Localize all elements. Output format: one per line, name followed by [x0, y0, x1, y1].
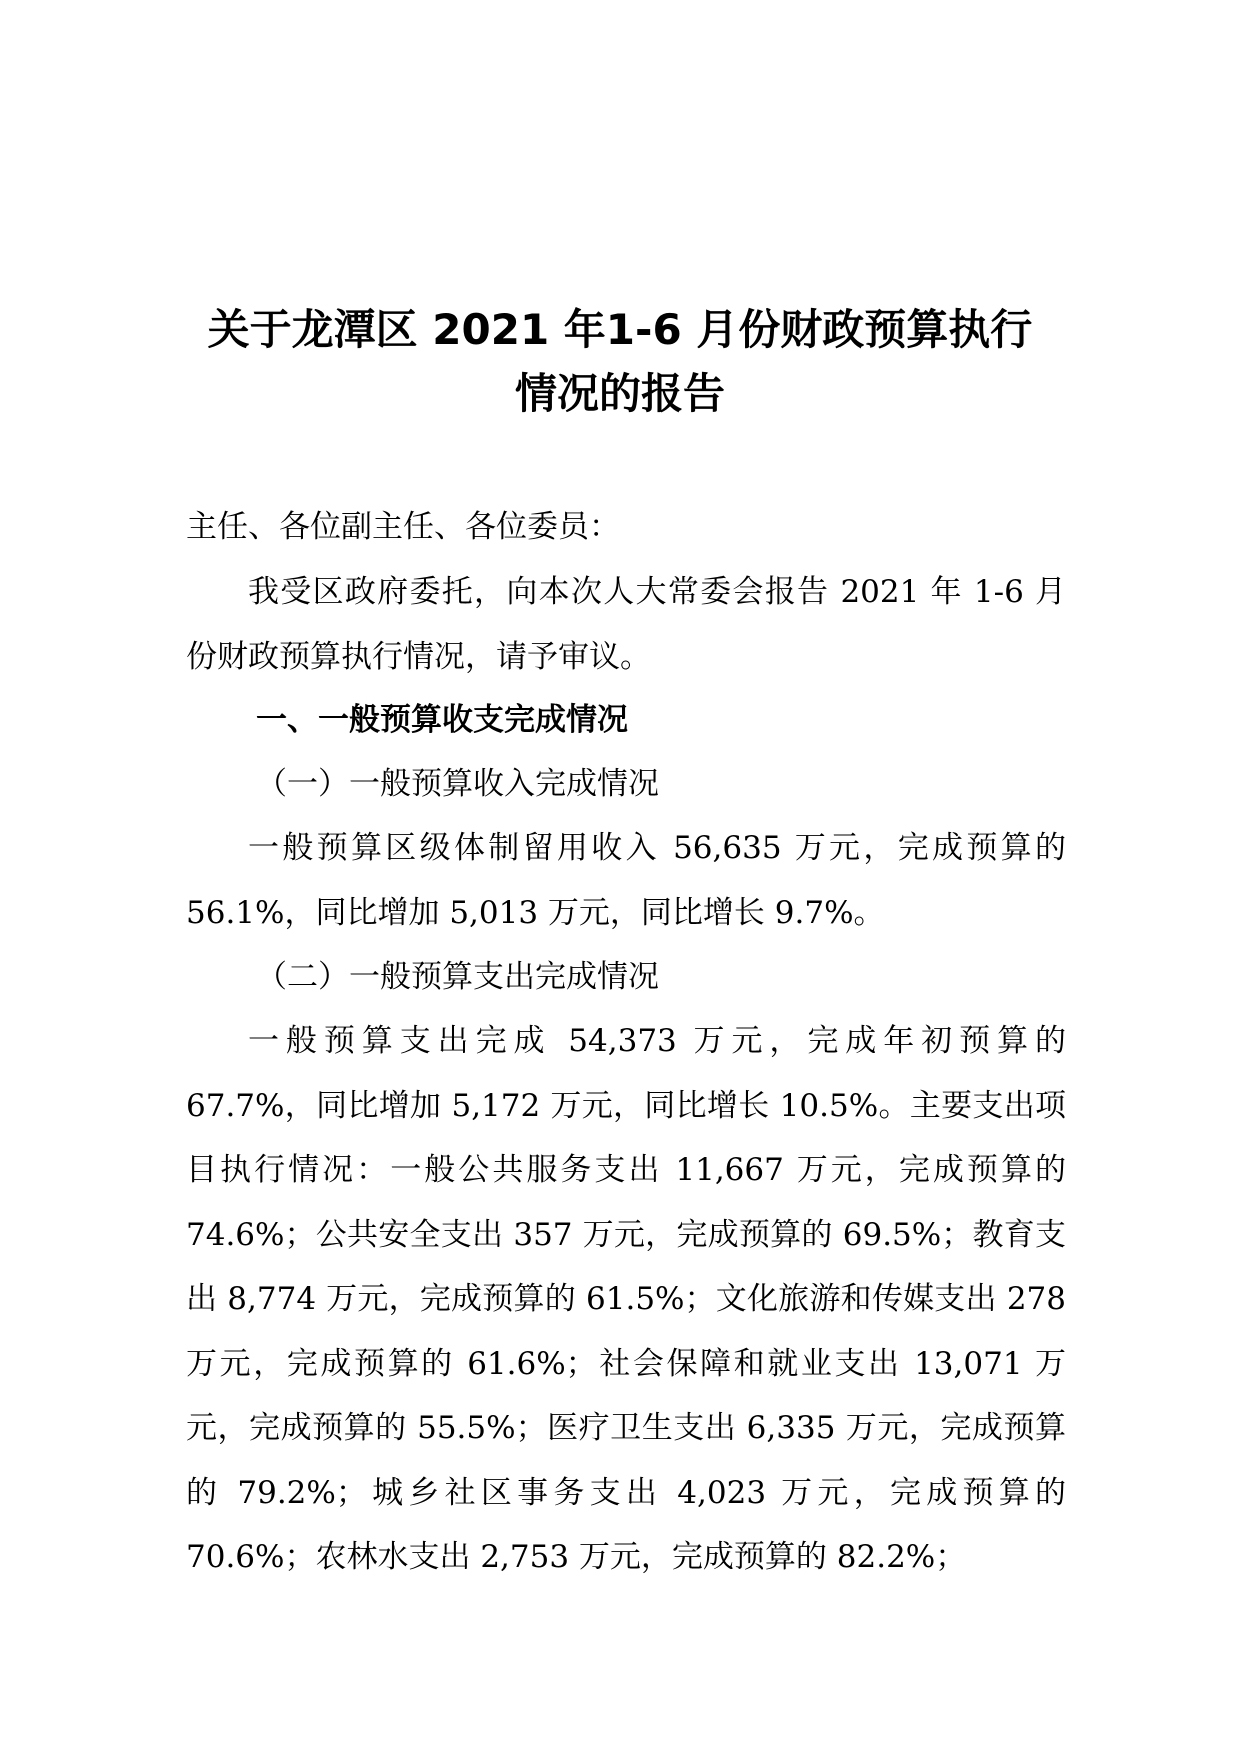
document-title-line-1: 关于龙潭区 2021 年1-6 月份财政预算执行 — [207, 305, 1033, 354]
section-heading-general-budget: 一、一般预算收支完成情况 — [256, 702, 628, 738]
expenditure-paragraph: 一般预算支出完成 54,373 万元，完成年初预算的 67.7%，同比增加 5,172 万元，同比增长 10.5%。主要支出项目执行情况：一般公共服务支出 11,667 万元，完成预算的 74.6%；公共安全支出 357 万元，完成预算的 69.5%；教育支出 8,774 万元，完成预算的 61.5%；文化旅游和传媒支出 278 万元，完成预算的 61.6%；社会保障和就业支出 13,071 万元，完成预算的 55.5%；医疗卫生支出 6,335 万元，完成预算的 79.2%；城乡社区事务支出 4,023 万元，完成预算的 70.6%；农林水支出 2,753 万元，完成预算的 82.2%； — [186, 1023, 1066, 1575]
subsection-heading-expenditure: （二）一般预算支出完成情况 — [256, 959, 659, 995]
revenue-paragraph: 一般预算区级体制留用收入 56,635 万元，完成预算的 56.1%，同比增加 5,013 万元，同比增长 9.7%。 — [186, 830, 1066, 931]
document-title-line-2: 情况的报告 — [514, 369, 725, 418]
salutation: 主任、各位副主任、各位委员： — [186, 509, 620, 545]
intro-paragraph: 我受区政府委托，向本次人大常委会报告 2021 年 1-6 月份财政预算执行情况，请予审议。 — [186, 574, 1066, 675]
subsection-heading-revenue: （一）一般预算收入完成情况 — [256, 766, 659, 802]
